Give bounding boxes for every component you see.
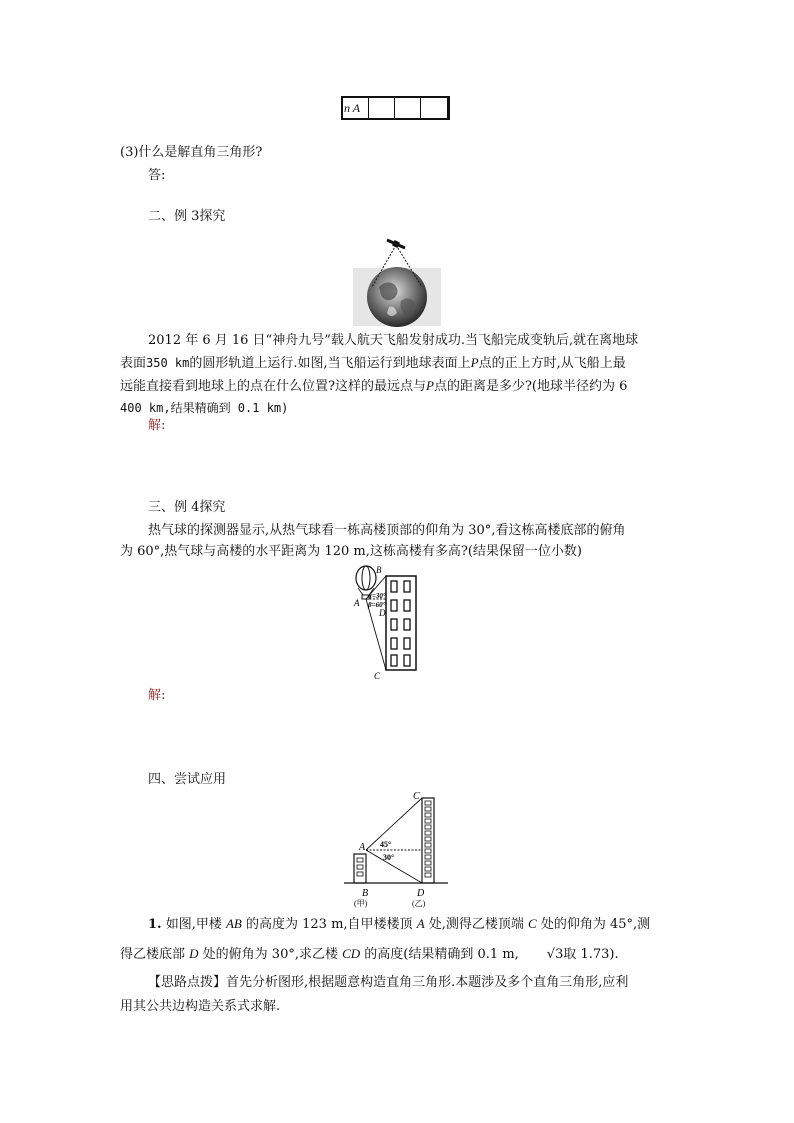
point-c-label: C bbox=[374, 671, 381, 681]
table-cell bbox=[343, 98, 369, 118]
example-3-line-1: 2012 年 6 月 16 日“神舟九号”载人航天飞船发射成功.当飞船完成变轨后,就在离地球 bbox=[148, 333, 639, 348]
building-yi-windows bbox=[425, 801, 431, 877]
beta-label: β=60° bbox=[368, 601, 386, 609]
section-3-heading: 三、例 4探究 bbox=[148, 500, 226, 515]
label-jia: (甲) bbox=[354, 899, 368, 908]
example-3-line-3: 远能直接看到地球上的点在什么位置?这样的最远点与P点的距离是多少?(地球半径约为 6 bbox=[120, 378, 628, 394]
two-buildings-figure bbox=[342, 788, 452, 908]
table-cell bbox=[395, 98, 421, 118]
example-4-line-2: 为 60°,热气球与高楼的水平距离为 120 m,这栋高楼有多高?(结果保留一位小数) bbox=[120, 544, 582, 559]
point-c-label: C bbox=[413, 791, 420, 802]
problem-1-line-1: 1. 如图,甲楼 AB 的高度为 123 m,自甲楼楼顶 A 处,测得乙楼顶端 C 处的仰角为 45°,测 bbox=[148, 916, 651, 932]
angle-30-label: 30° bbox=[383, 853, 395, 862]
example-3-line-4: 400 km,结果精确到 0.1 km) bbox=[120, 401, 289, 415]
point-a-label: A bbox=[359, 842, 366, 853]
example-4-line-1: 热气球的探测器显示,从热气球看一栋高楼顶部的仰角为 30°,看这栋高楼底部的俯角 bbox=[148, 523, 626, 538]
hint-line-2: 用其公共边构造关系式求解. bbox=[120, 999, 281, 1014]
solution-label-3: 解: bbox=[148, 418, 166, 433]
example-3-line-2: 表面350 km的圆形轨道上运行.如图,当飞船运行到地球表面上P点的正上方时,从飞船上最 bbox=[120, 355, 626, 371]
hint-label: 【思路点拨】 bbox=[148, 975, 227, 990]
angle-45-label: 45° bbox=[380, 840, 392, 849]
balloon-building-figure bbox=[346, 563, 446, 683]
earth-icon bbox=[367, 267, 427, 327]
hint-line-1: 【思路点拨】首先分析图形,根据题意构造直角三角形.本题涉及多个直角三角形,应利 bbox=[148, 975, 629, 990]
table-cell bbox=[369, 98, 395, 118]
solution-label-4: 解: bbox=[148, 688, 166, 703]
spacecraft-icon bbox=[387, 240, 405, 248]
problem-1-line-2: 得乙楼底部 D 处的俯角为 30°,求乙楼 CD 的高度(结果精确到 0.1 m, √3取 1.73). bbox=[120, 946, 619, 962]
building-windows bbox=[391, 581, 410, 666]
question-3: (3)什么是解直角三角形? bbox=[120, 145, 263, 160]
sqrt-3: √3 bbox=[546, 947, 564, 962]
point-a-label: A bbox=[354, 598, 360, 608]
earth-spacecraft-figure bbox=[349, 235, 445, 327]
point-b-label: B bbox=[376, 565, 382, 575]
answer-label: 答: bbox=[148, 168, 166, 183]
table-cell bbox=[421, 98, 447, 118]
table-cell-text: n A bbox=[344, 101, 361, 115]
table-fragment bbox=[341, 96, 450, 120]
point-d-label: D bbox=[417, 888, 425, 899]
section-2-heading: 二、例 3探究 bbox=[148, 209, 226, 224]
alpha-label: α=30° bbox=[368, 592, 386, 600]
label-yi: (乙) bbox=[412, 899, 426, 908]
point-b-label: B bbox=[362, 888, 369, 899]
section-4-heading: 四、尝试应用 bbox=[148, 772, 227, 787]
point-d-label: D bbox=[379, 608, 386, 618]
